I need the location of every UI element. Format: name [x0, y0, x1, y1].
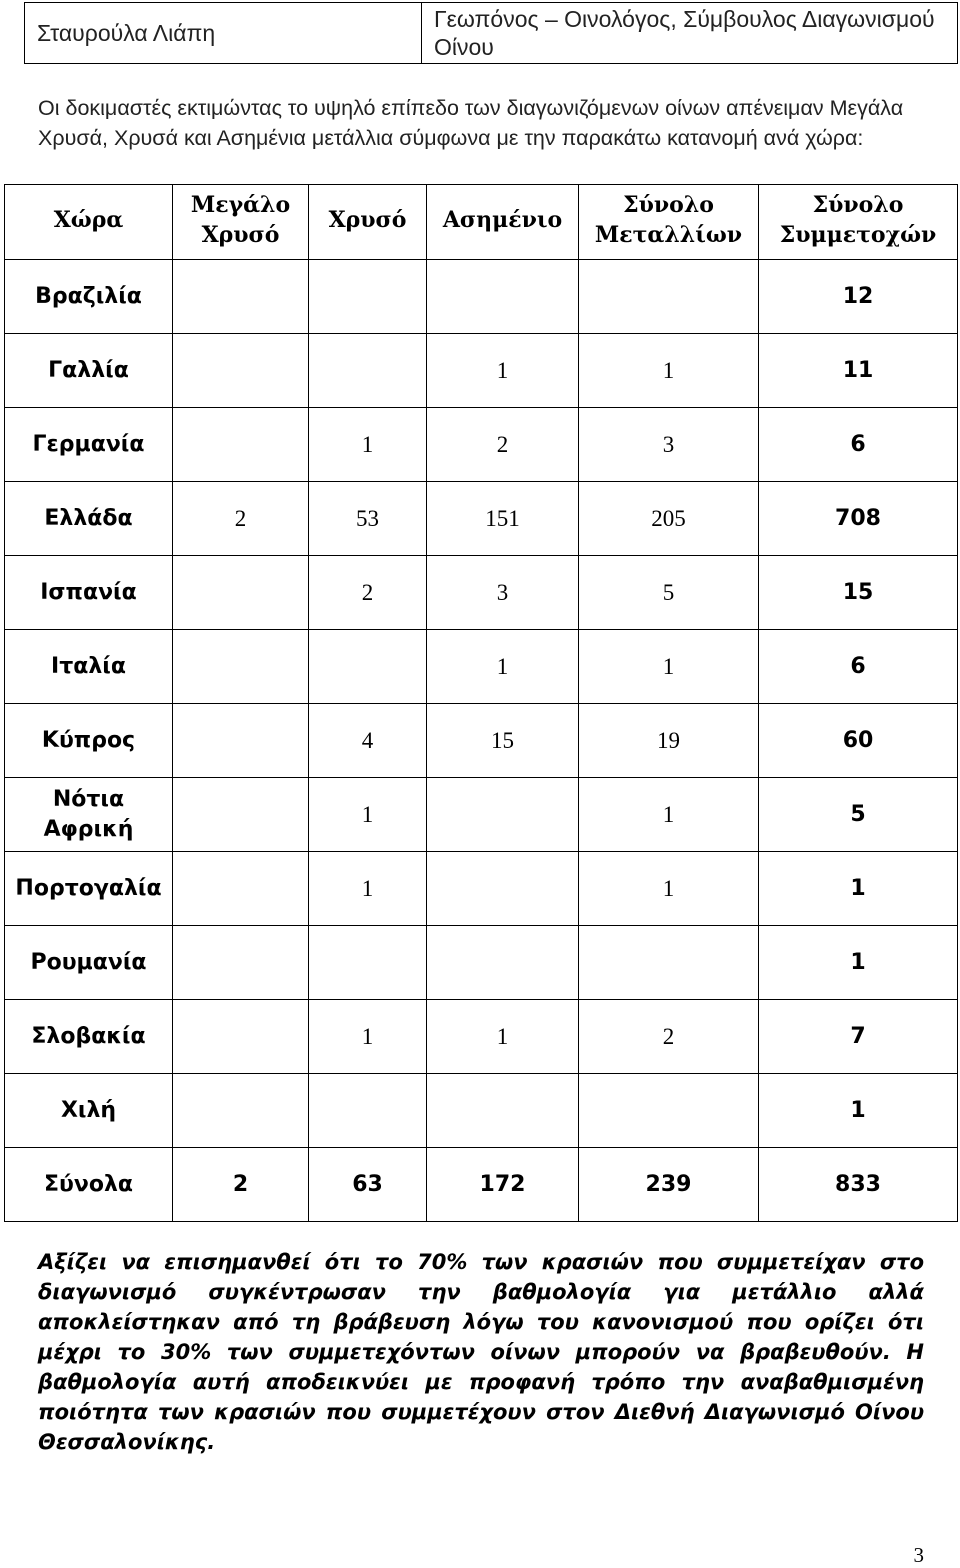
header-gold: Χρυσό	[309, 185, 427, 260]
silver-cell: 1	[427, 1000, 579, 1074]
total-medals-cell: 3	[579, 408, 759, 482]
grand-gold-cell	[173, 408, 309, 482]
gold-cell: 1	[309, 778, 427, 852]
header-silver: Ασημένιο	[427, 185, 579, 260]
author-name: Σταυρούλα Λιάπη	[25, 3, 422, 63]
grand-gold-cell	[173, 852, 309, 926]
country-cell: Ελλάδα	[5, 482, 173, 556]
grand-gold-cell	[173, 778, 309, 852]
gold-cell	[309, 1074, 427, 1148]
gold-cell	[309, 334, 427, 408]
table-row	[5, 556, 958, 630]
total-medals-cell: 2	[579, 1000, 759, 1074]
silver-cell	[427, 852, 579, 926]
gold-cell: 1	[309, 852, 427, 926]
total-medals-cell: 1	[579, 334, 759, 408]
total-entries-cell: 1	[759, 1074, 958, 1148]
country-cell: Βραζιλία	[5, 260, 173, 334]
country-cell: Νότια Αφρική	[5, 778, 173, 852]
totals-gold: 63	[309, 1148, 427, 1222]
country-cell: Γερμανία	[5, 408, 173, 482]
grand-gold-cell	[173, 1000, 309, 1074]
total-medals-cell: 1	[579, 778, 759, 852]
country-cell: Ισπανία	[5, 556, 173, 630]
grand-gold-cell	[173, 1074, 309, 1148]
silver-cell	[427, 778, 579, 852]
gold-cell: 1	[309, 408, 427, 482]
totals-row	[5, 1148, 958, 1222]
table-row	[5, 778, 958, 852]
silver-cell: 151	[427, 482, 579, 556]
total-medals-cell: 1	[579, 852, 759, 926]
author-role: Γεωπόνος – Οινολόγος, Σύμβουλος Διαγωνισμού Οίνου	[434, 6, 935, 60]
totals-grand-gold: 2	[173, 1148, 309, 1222]
gold-cell: 4	[309, 704, 427, 778]
total-medals-cell	[579, 926, 759, 1000]
country-cell: Ιταλία	[5, 630, 173, 704]
gold-cell	[309, 260, 427, 334]
table-row	[5, 926, 958, 1000]
table-row	[5, 482, 958, 556]
table-row	[5, 704, 958, 778]
total-medals-cell: 19	[579, 704, 759, 778]
note-paragraph: Αξίζει να επισημανθεί ότι το 70% των κρασιών που συμμετείχαν στο διαγωνισμό συγκέντρωσαν την βαθμολογία για μετάλλιο αλλά αποκλείστηκαν από τη βράβευση λόγω του κανονισμού που ορίζει ότι μέχρι το 30% των συμμετεχόντων οίνων μπορούν να βραβευθούν. Η βαθμολογία αυτή αποδεικνύει με προφανή τρόπο την αναβαθμισμένη ποιότητα των κρασιών που συμμετέχουν στον Διεθνή Διαγωνισμό Οίνου Θεσσαλονίκης.	[38, 1250, 924, 1454]
grand-gold-cell	[173, 260, 309, 334]
gold-cell	[309, 630, 427, 704]
gold-cell: 53	[309, 482, 427, 556]
grand-gold-cell: 2	[173, 482, 309, 556]
grand-gold-cell	[173, 556, 309, 630]
table-row	[5, 260, 958, 334]
grand-gold-cell	[173, 704, 309, 778]
silver-cell: 15	[427, 704, 579, 778]
table-row	[5, 852, 958, 926]
total-medals-cell	[579, 260, 759, 334]
silver-cell: 1	[427, 334, 579, 408]
header-box	[24, 2, 958, 64]
totals-medals: 239	[579, 1148, 759, 1222]
total-medals-cell: 205	[579, 482, 759, 556]
country-cell: Γαλλία	[5, 334, 173, 408]
table-row	[5, 1074, 958, 1148]
silver-cell: 2	[427, 408, 579, 482]
header-total-entries: Σύνολο Συμμετοχών	[759, 185, 958, 260]
total-entries-cell: 15	[759, 556, 958, 630]
total-entries-cell: 5	[759, 778, 958, 852]
header-grand-gold: Μεγάλο Χρυσό	[173, 185, 309, 260]
total-entries-cell: 1	[759, 926, 958, 1000]
total-entries-cell: 708	[759, 482, 958, 556]
total-entries-cell: 1	[759, 852, 958, 926]
gold-cell	[309, 926, 427, 1000]
page-number: 3	[913, 1543, 924, 1567]
intro-paragraph: Οι δοκιμαστές εκτιμώντας το υψηλό επίπεδο των διαγωνιζόμενων οίνων απένειμαν Μεγάλα Χρυσά, Χρυσά και Ασημένια μετάλλια σύμφωνα με την παρακάτω κατανομή ανά χώρα:	[38, 96, 904, 150]
table-row	[5, 408, 958, 482]
gold-cell: 2	[309, 556, 427, 630]
gold-cell: 1	[309, 1000, 427, 1074]
country-cell: Ρουμανία	[5, 926, 173, 1000]
total-medals-cell	[579, 1074, 759, 1148]
total-entries-cell: 60	[759, 704, 958, 778]
country-cell: Κύπρος	[5, 704, 173, 778]
grand-gold-cell	[173, 926, 309, 1000]
table-header-row	[5, 185, 958, 260]
silver-cell	[427, 260, 579, 334]
silver-cell	[427, 1074, 579, 1148]
totals-entries: 833	[759, 1148, 958, 1222]
grand-gold-cell	[173, 334, 309, 408]
grand-gold-cell	[173, 630, 309, 704]
header-total-medals: Σύνολο Μεταλλίων	[579, 185, 759, 260]
silver-cell: 1	[427, 630, 579, 704]
table-row	[5, 334, 958, 408]
medals-table	[4, 184, 958, 1222]
silver-cell	[427, 926, 579, 1000]
country-cell: Χιλή	[5, 1074, 173, 1148]
table-row	[5, 630, 958, 704]
total-medals-cell: 5	[579, 556, 759, 630]
silver-cell: 3	[427, 556, 579, 630]
country-cell: Πορτογαλία	[5, 852, 173, 926]
total-entries-cell: 11	[759, 334, 958, 408]
total-entries-cell: 7	[759, 1000, 958, 1074]
totals-silver: 172	[427, 1148, 579, 1222]
total-entries-cell: 6	[759, 630, 958, 704]
total-medals-cell: 1	[579, 630, 759, 704]
total-entries-cell: 12	[759, 260, 958, 334]
header-country: Χώρα	[5, 185, 173, 260]
country-cell: Σλοβακία	[5, 1000, 173, 1074]
totals-label: Σύνολα	[5, 1148, 173, 1222]
table-row	[5, 1000, 958, 1074]
total-entries-cell: 6	[759, 408, 958, 482]
